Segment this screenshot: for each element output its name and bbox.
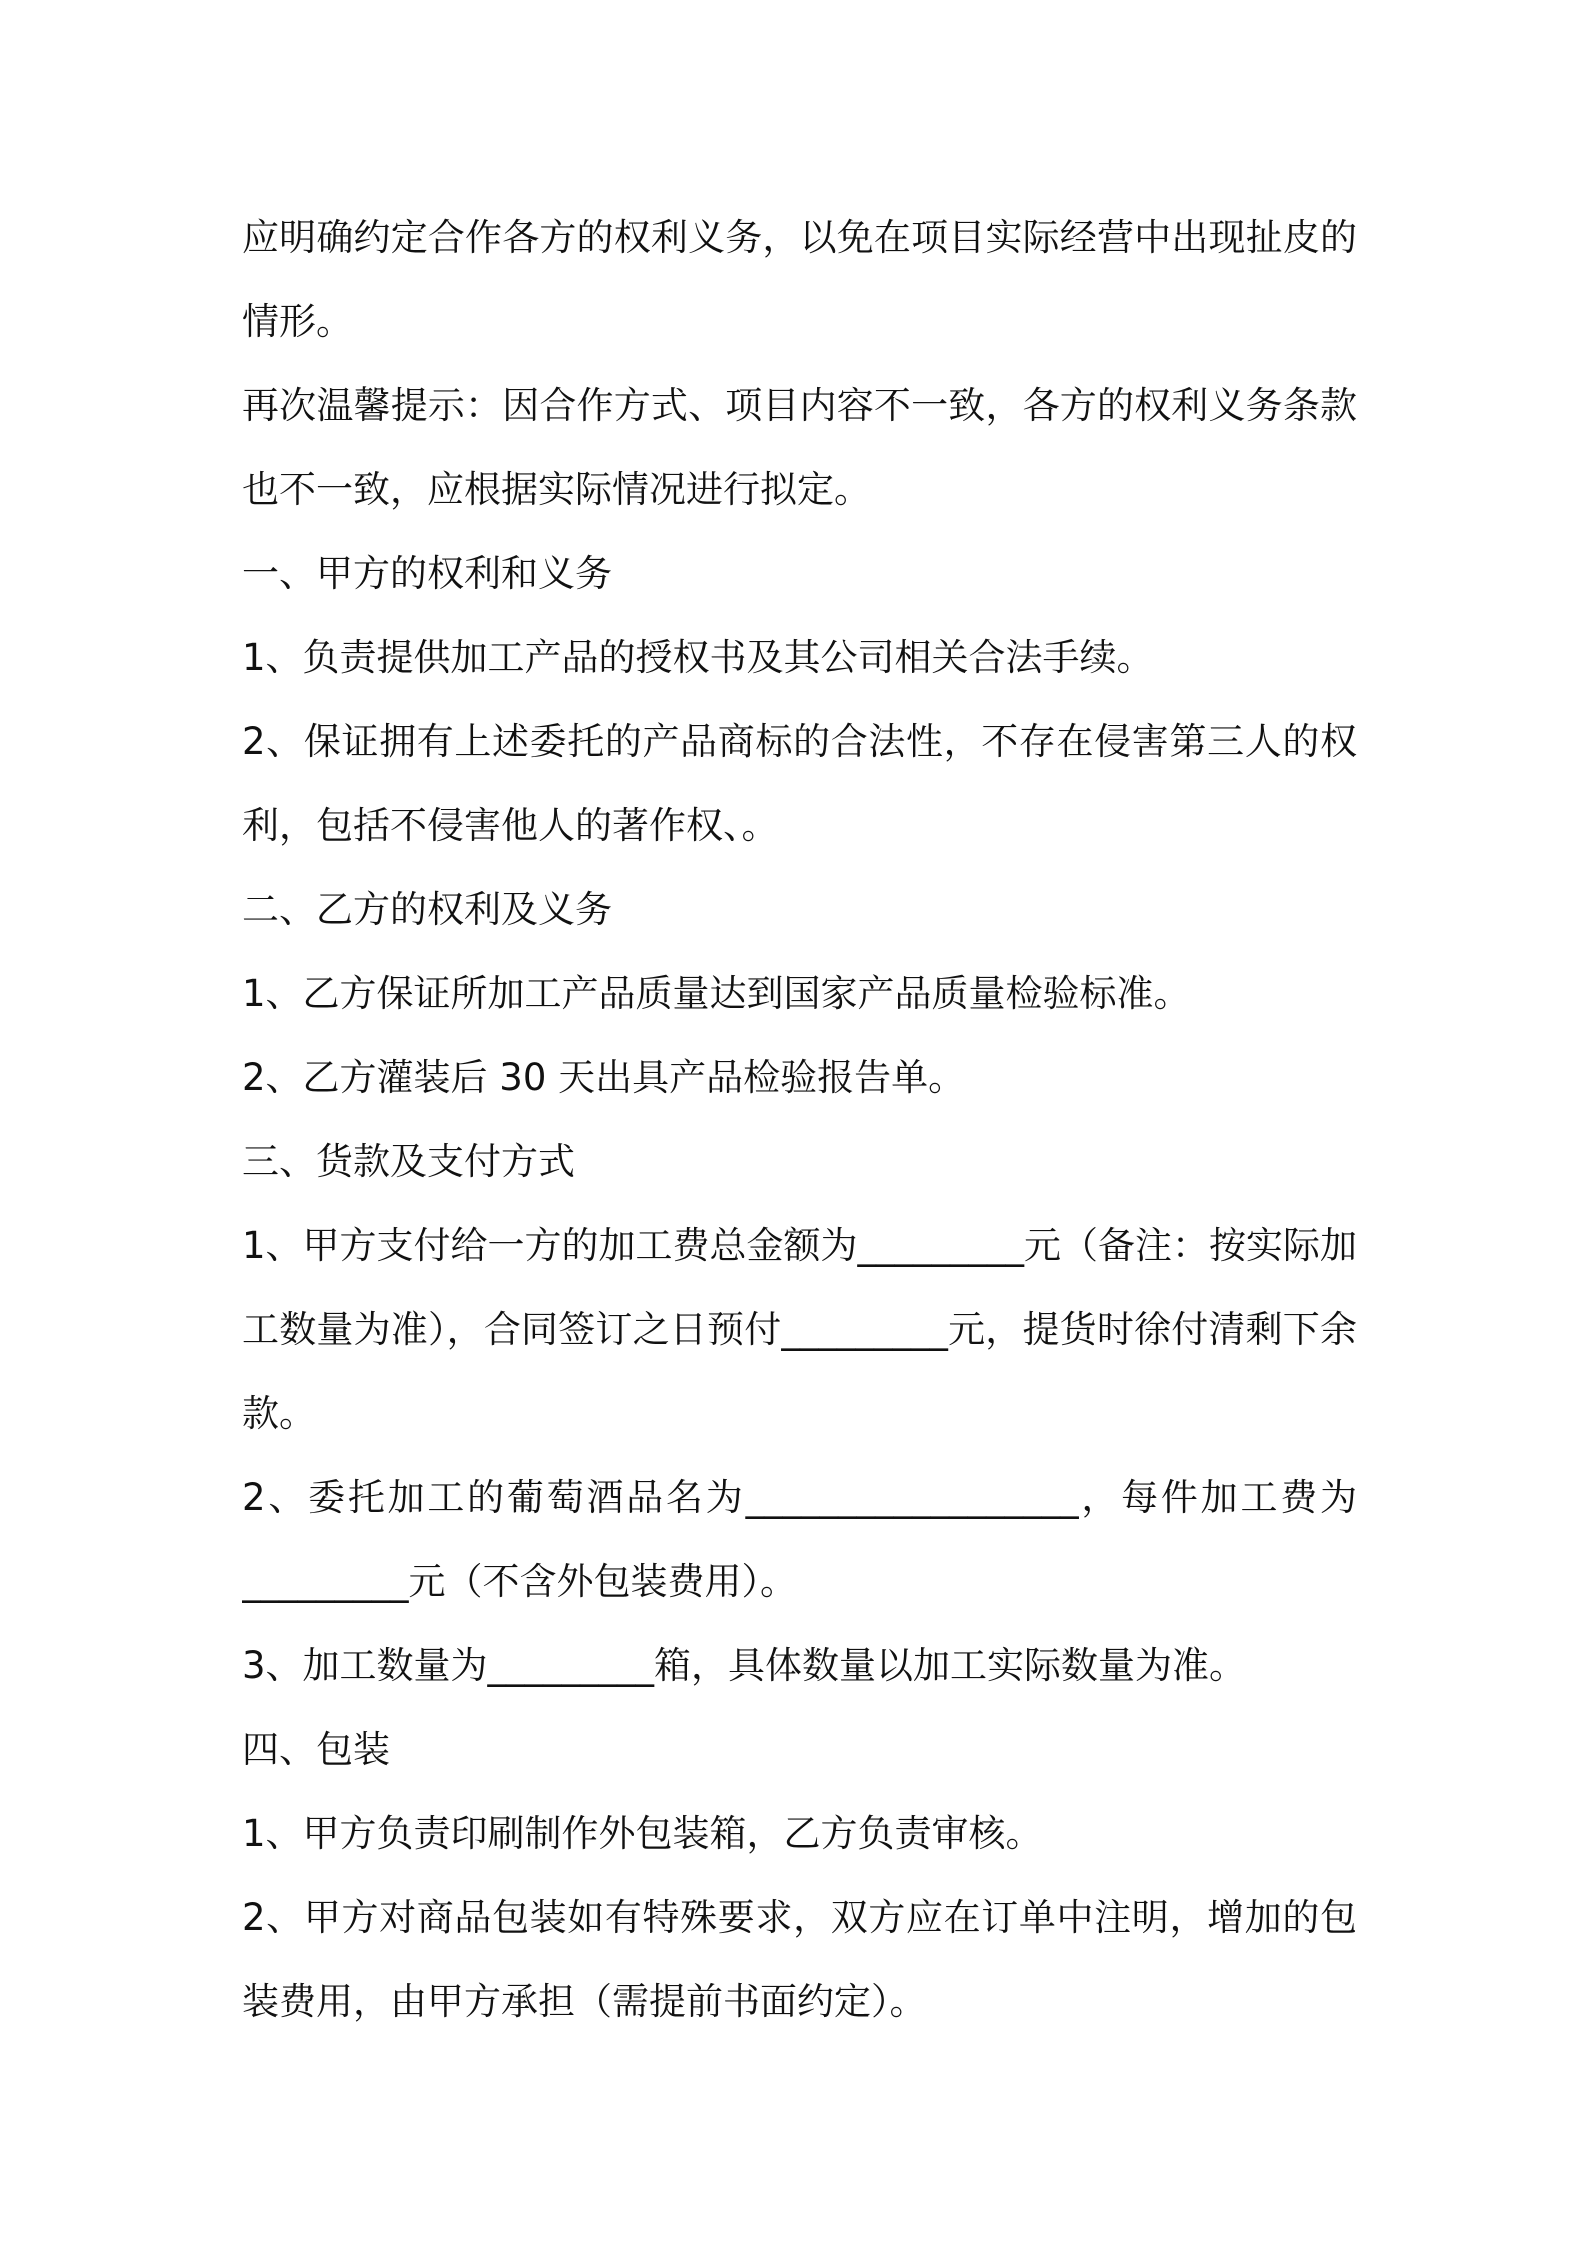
clause-line: 款。 (242, 1392, 316, 1435)
clause-line: 1、乙方保证所加工产品质量达到国家产品质量检验标准。 (242, 972, 1191, 1015)
clause-line: 利，包括不侵害他人的著作权、。 (242, 804, 779, 847)
section-heading: 三、货款及支付方式 (242, 1140, 575, 1183)
section-heading: 二、乙方的权利及义务 (242, 888, 612, 931)
clause-line: 1、甲方支付给一方的加工费总金额为_________元（备注：按实际加 (242, 1224, 1357, 1267)
paragraph-line: 再次温馨提示：因合作方式、项目内容不一致，各方的权利义务条款 (242, 384, 1357, 427)
paragraph-line: 也不一致，应根据实际情况进行拟定。 (242, 468, 871, 511)
section-heading: 一、甲方的权利和义务 (242, 552, 612, 595)
paragraph-line: 情形。 (242, 300, 353, 343)
section-heading: 四、包装 (242, 1728, 390, 1771)
clause-line: 2、保证拥有上述委托的产品商标的合法性，不存在侵害第三人的权 (242, 720, 1357, 763)
clause-line: 2、乙方灌装后 30 天出具产品检验报告单。 (242, 1056, 966, 1099)
document-body (242, 196, 1357, 2044)
clause-line: 装费用，由甲方承担（需提前书面约定）。 (242, 1980, 927, 2023)
clause-line: 1、负责提供加工产品的授权书及其公司相关合法手续。 (242, 636, 1154, 679)
clause-line: 2、甲方对商品包装如有特殊要求，双方应在订单中注明，增加的包 (242, 1896, 1357, 1939)
paragraph-line: 应明确约定合作各方的权利义务，以免在项目实际经营中出现扯皮的 (242, 216, 1357, 259)
clause-line: 3、加工数量为_________箱，具体数量以加工实际数量为准。 (242, 1644, 1247, 1687)
clause-line: _________元（不含外包装费用）。 (242, 1560, 797, 1603)
clause-line: 1、甲方负责印刷制作外包装箱，乙方负责审核。 (242, 1812, 1043, 1855)
clause-line: 2、委托加工的葡萄酒品名为__________________，每件加工费为 (242, 1476, 1357, 1519)
clause-line: 工数量为准），合同签订之日预付_________元，提货时徐付清剩下余 (242, 1308, 1357, 1351)
